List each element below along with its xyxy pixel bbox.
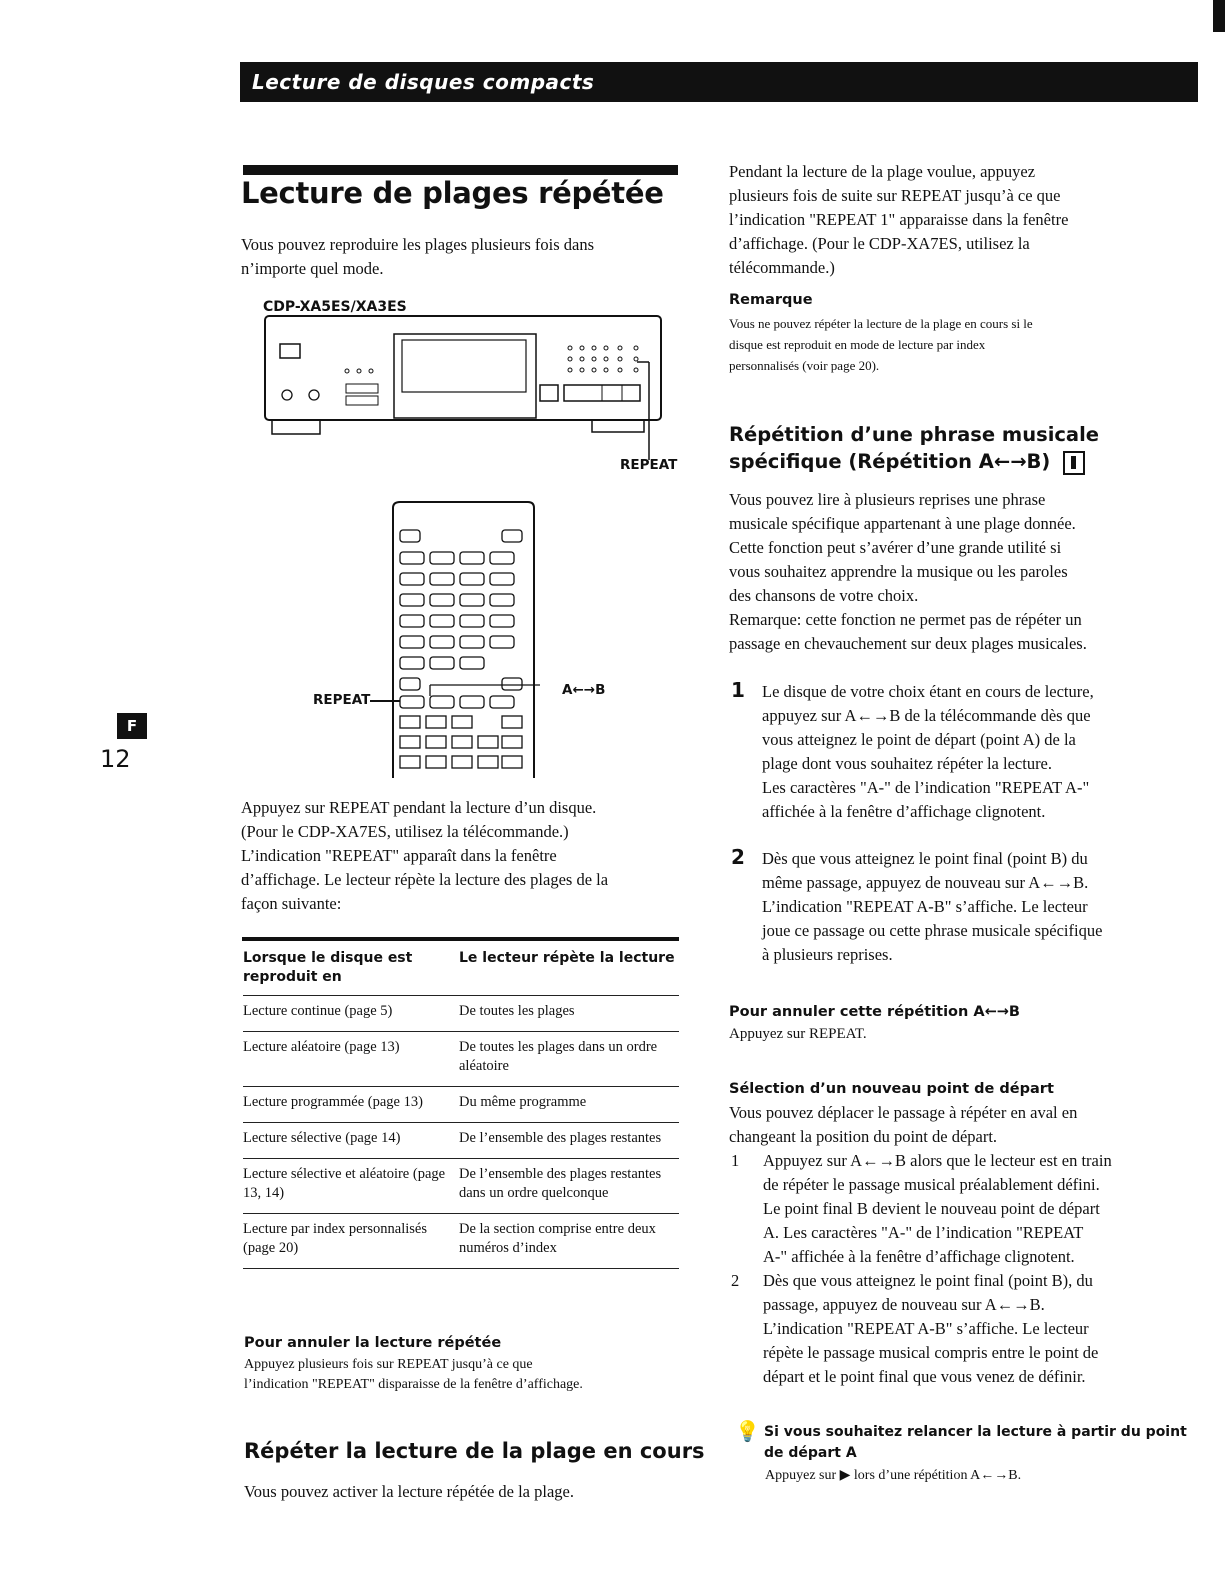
table-header-result: Le lecteur répète la lecture — [459, 950, 675, 966]
table-row: Lecture sélective et aléatoire (page 13, 14) De l’ensemble des plages restantes dans un ordre quelconque — [243, 1159, 679, 1214]
remote-only-icon — [1063, 451, 1085, 475]
substep-number: 2 — [731, 1271, 740, 1290]
tip-heading: Si vous souhaitez relancer la lecture à partir du point de départ A — [764, 1424, 1187, 1461]
cancel-ab-text: Appuyez sur REPEAT. — [729, 1026, 867, 1042]
repeat-callout-line — [370, 700, 400, 702]
cd-player-illustration — [262, 312, 682, 472]
table-header-row — [243, 943, 679, 996]
section2-title: Répéter la lecture de la plage en cours — [244, 1439, 705, 1463]
intro-text: Vous pouvez reproduire les plages plusieurs fois dans n’importe quel mode. — [241, 235, 595, 278]
cancel-ab-heading: Pour annuler cette répétition A←→B — [729, 1004, 1020, 1020]
section2-text: Vous pouvez activer la lecture répétée de la plage. — [244, 1482, 574, 1501]
remark-text: Vous ne pouvez répéter la lecture de la plage en cours si le disque est reproduit en mode de lecture par index personnalisés (voir page 20). — [729, 316, 1033, 373]
cancel-repeat-text: Appuyez plusieurs fois sur REPEAT jusqu’à ce que l’indication "REPEAT" disparaisse de la fenêtre d’affichage. — [244, 1357, 583, 1392]
language-tab: F — [117, 713, 147, 739]
table-row: Lecture aléatoire (page 13) De toutes les plages dans un ordre aléatoire — [243, 1032, 679, 1087]
step-number: 2 — [731, 845, 745, 869]
page-number: 12 — [100, 745, 131, 773]
repeat-callout-label: REPEAT — [620, 457, 678, 473]
remote-ab-label: A←→B — [562, 682, 606, 698]
repeat-modes-table — [243, 943, 679, 1269]
tip-lightbulb-icon: 💡 — [735, 1421, 760, 1443]
page-title: Lecture de plages répétée — [241, 176, 664, 210]
step-text: Le disque de votre choix étant en cours de lecture, appuyez sur A←→B de la télécommande dès que vous atteignez le point de départ (point A) de la plage dont vous souhaitez répéter la lecture. Les caractères "A-" de l’indication "REPEAT A-" affichée à la fenêtre d’affichage clignotent. — [762, 682, 1094, 821]
remark-heading: Remarque — [729, 292, 813, 308]
tip-text: Appuyez sur ▶ lors d’une répétition A←→B. — [765, 1468, 1022, 1483]
table-header-mode: Lorsque le disque est reproduit en — [243, 950, 413, 985]
table-top-rule — [242, 937, 679, 941]
page-edge-mark — [1213, 0, 1225, 32]
new-start-point-intro: Vous pouvez déplacer le passage à répéter en aval en changeant la position du point de départ. — [729, 1103, 1078, 1146]
remote-repeat-label: REPEAT — [313, 692, 371, 708]
ab-intro-text: Vous pouvez lire à plusieurs reprises une phrase musicale spécifique appartenant à une plage donnée. Cette fonction peut s’avérer d’une grande utilité si vous souhaitez apprendre la musique ou les paroles des chansons de votre choix. Remarque: cette fonction ne permet pas de répéter un passage en chevauchement sur deux plages musicales. — [729, 490, 1087, 653]
table-row: Lecture programmée (page 13) Du même programme — [243, 1087, 679, 1123]
new-start-point-heading: Sélection d’un nouveau point de départ — [729, 1081, 1054, 1097]
table-row: Lecture par index personnalisés (page 20) De la section comprise entre deux numéros d’index — [243, 1214, 679, 1269]
cancel-repeat-heading: Pour annuler la lecture répétée — [244, 1335, 502, 1351]
table-row: Lecture sélective (page 14) De l’ensemble des plages restantes — [243, 1123, 679, 1159]
right-intro: Pendant la lecture de la plage voulue, appuyez plusieurs fois de suite sur REPEAT jusqu’à ce que l’indication "REPEAT 1" apparaisse dans la fenêtre d’affichage. (Pour le CDP-XA7ES, utilisez la télécommande.) — [729, 162, 1069, 277]
model-label: CDP-XA5ES/XA3ES — [263, 299, 407, 315]
section-header-title: Lecture de disques compacts — [252, 70, 595, 94]
section-rule — [243, 165, 678, 175]
step-number: 1 — [731, 678, 745, 702]
remote-control-illustration — [390, 500, 540, 780]
substep-number: 1 — [731, 1151, 740, 1170]
step-text: Dès que vous atteignez le point final (point B) du même passage, appuyez de nouveau sur A←→B. L’indication "REPEAT A-B" s’affiche. Le lecteur joue ce passage ou cette phrase musicale spécifique à plusieurs reprises. — [762, 849, 1103, 964]
table-row: Lecture continue (page 5) De toutes les plages — [243, 996, 679, 1032]
substep-text: Appuyez sur A←→B alors que le lecteur est en train de répéter le passage musical préalablement défini. Le point final B devient le nouveau point de départ A. Les caractères "A-" de l’indication "REPEAT A-" affichée à la fenêtre d’affichage clignotent. — [763, 1151, 1112, 1266]
body-text: Appuyez sur REPEAT pendant la lecture d’un disque. (Pour le CDP-XA7ES, utilisez la télécommande.) L’indication "REPEAT" apparaît dans la fenêtre d’affichage. Le lecteur répète la lecture des plages de la façon suivante: — [241, 798, 609, 913]
ab-repeat-title: Répétition d’une phrase musicale spécifique (Répétition A←→B) — [729, 423, 1100, 473]
substep-text: Dès que vous atteignez le point final (point B), du passage, appuyez de nouveau sur A←→B. L’indication "REPEAT A-B" s’affiche. Le lecteur répète le passage musical compris entre le point de départ et le point final que vous venez de définir. — [763, 1271, 1099, 1386]
